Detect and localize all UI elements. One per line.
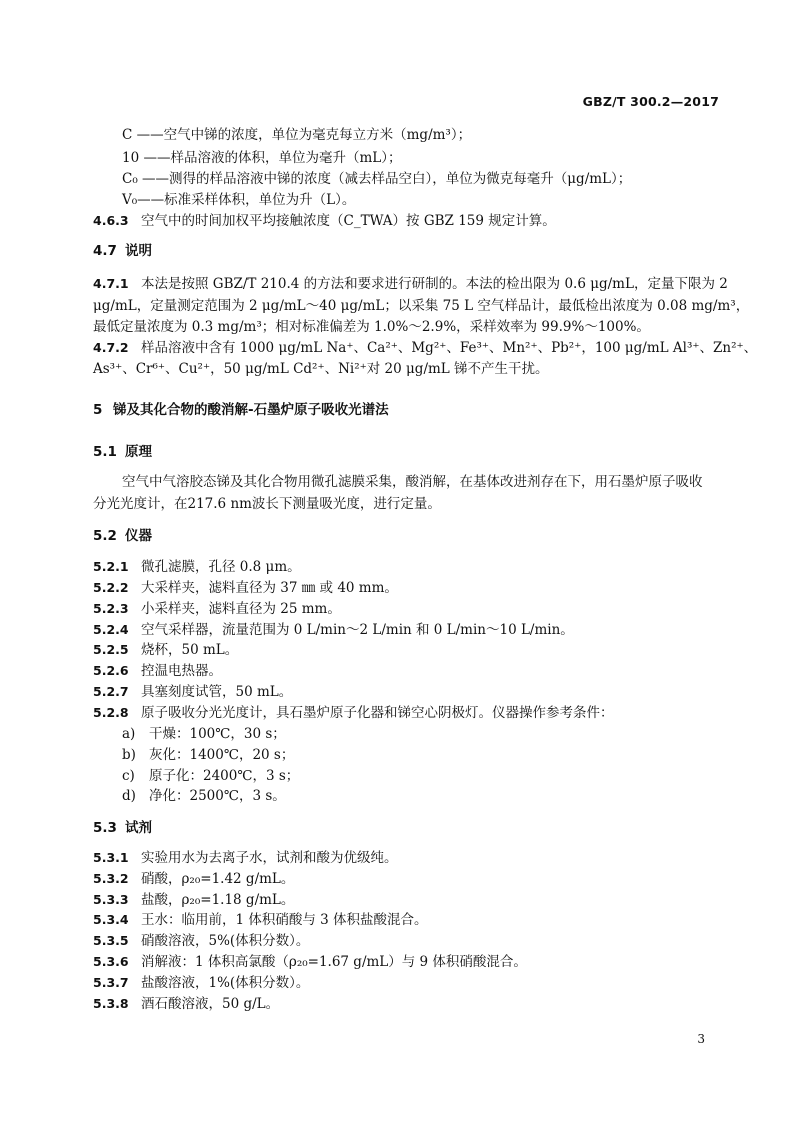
condition-label: b) xyxy=(122,747,136,763)
clause-number: 4.7.2 xyxy=(93,340,129,355)
clause-number: 5.2.5 xyxy=(93,642,129,657)
section-title: 说明 xyxy=(125,243,152,259)
clause-number: 5.2.6 xyxy=(93,663,129,678)
section-number: 5.1 xyxy=(93,444,117,460)
clause-text: 消解液：1 体积高氯酸（ρ₂₀=1.67 g/mL）与 9 体积硝酸混合。 xyxy=(141,954,527,970)
clause-5-3-5 xyxy=(93,931,309,951)
variable-10: 10 ——样品溶液的体积，单位为毫升（mL）； xyxy=(122,150,402,166)
clause-number: 5.2.7 xyxy=(93,684,129,699)
clause-text: 空气中的时间加权平均接触浓度（C_TWA）按 GBZ 159 规定计算。 xyxy=(141,213,556,229)
section-number: 5.3 xyxy=(93,820,117,836)
clause-4-7-1 xyxy=(93,274,728,294)
clause-number: 5.2.2 xyxy=(93,580,129,595)
variable-v0: V₀——标准采样体积，单位为升（L）。 xyxy=(122,192,356,208)
clause-text: 盐酸溶液，1%(体积分数）。 xyxy=(141,975,310,991)
clause-5-3-6 xyxy=(93,952,527,972)
condition-text: 干燥：100℃，30 s； xyxy=(149,726,286,742)
clause-number: 5.3.7 xyxy=(93,975,129,990)
variable-c: C ——空气中锑的浓度，单位为毫克每立方米（mg/m³）； xyxy=(122,127,472,143)
section-number: 4.7 xyxy=(93,243,117,259)
condition-item xyxy=(122,724,286,744)
condition-text: 灰化：1400℃，20 s； xyxy=(149,747,295,763)
clause-number: 5.2.3 xyxy=(93,601,129,616)
standard-code: GBZ/T 300.2—2017 xyxy=(582,94,719,109)
condition-item xyxy=(122,745,294,765)
clause-text: 大采样夹，滤料直径为 37 ㎜ 或 40 mm。 xyxy=(141,580,398,596)
condition-label: a) xyxy=(122,726,136,742)
clause-5-2-5 xyxy=(93,640,238,660)
condition-item xyxy=(122,766,299,786)
clause-5-2-6 xyxy=(93,661,222,681)
section-number: 5.2 xyxy=(93,528,117,544)
clause-5-2-1 xyxy=(93,557,301,577)
clause-number: 5.3.6 xyxy=(93,954,129,969)
condition-text: 净化：2500℃，3 s。 xyxy=(149,788,286,804)
clause-number: 5.3.1 xyxy=(93,850,129,865)
clause-5-3-4 xyxy=(93,910,428,930)
clause-text: 酒石酸溶液，50 g/L。 xyxy=(141,996,280,1012)
clause-4-7-1-line-3: 最低定量浓度为 0.3 mg/m³；相对标准偏差为 1.0%～2.9%，采样效率为 99.9%～100%。 xyxy=(93,319,650,335)
section-5-3-heading xyxy=(93,818,152,838)
clause-5-2-7 xyxy=(93,682,292,702)
section-title: 仪器 xyxy=(125,528,152,544)
chapter-number: 5 xyxy=(93,402,103,418)
clause-number: 5.3.8 xyxy=(93,996,129,1011)
variable-c0: C₀ ——测得的样品溶液中锑的浓度（减去样品空白），单位为微克每毫升（μg/mL）； xyxy=(122,171,632,187)
clause-text: 空气采样器，流量范围为 0 L/min～2 L/min 和 0 L/min～10 L/min。 xyxy=(141,622,574,638)
clause-number: 5.3.2 xyxy=(93,871,129,886)
condition-label: d) xyxy=(122,788,136,804)
clause-text: 盐酸，ρ₂₀=1.18 g/mL。 xyxy=(141,892,295,908)
clause-text: 实验用水为去离子水，试剂和酸为优级纯。 xyxy=(141,850,398,866)
clause-5-3-1 xyxy=(93,848,398,868)
clause-5-3-8 xyxy=(93,994,279,1014)
section-4-7-heading xyxy=(93,241,152,261)
clause-text: 具塞刻度试管，50 mL。 xyxy=(141,684,293,700)
clause-4-7-2 xyxy=(93,338,757,358)
clause-4-7-1-line-2: μg/mL，定量测定范围为 2 μg/mL～40 μg/mL；以采集 75 L 空气样品计，最低检出浓度为 0.08 mg/m³， xyxy=(93,298,750,314)
page-number: 3 xyxy=(697,1032,705,1046)
clause-text: 王水：临用前，1 体积硝酸与 3 体积盐酸混合。 xyxy=(141,912,428,928)
clause-5-3-2 xyxy=(93,869,294,889)
clause-text: 硝酸溶液，5%(体积分数）。 xyxy=(141,933,310,949)
clause-5-3-3 xyxy=(93,890,294,910)
principle-line-2: 分光光度计，在217.6 nm波长下测量吸光度，进行定量。 xyxy=(93,496,441,512)
clause-4-7-2-line-2: As³⁺、Cr⁶⁺、Cu²⁺，50 μg/mL Cd²⁺、Ni²⁺对 20 μg/mL 锑不产生干扰。 xyxy=(93,361,549,377)
principle-line-1: 空气中气溶胶态锑及其化合物用微孔滤膜采集，酸消解，在基体改进剂存在下，用石墨炉原子吸收 xyxy=(122,474,703,490)
section-5-1-heading xyxy=(93,442,152,462)
clause-text-line-1: 样品溶液中含有 1000 μg/mL Na⁺、Ca²⁺、Mg²⁺、Fe³⁺、Mn²⁺、Pb²⁺，100 μg/mL Al³⁺、Zn²⁺、 xyxy=(141,340,758,356)
clause-number: 5.3.5 xyxy=(93,933,129,948)
condition-label: c) xyxy=(122,768,135,784)
clause-text: 硝酸，ρ₂₀=1.42 g/mL。 xyxy=(141,871,295,887)
clause-number: 5.3.4 xyxy=(93,912,129,927)
clause-number: 5.3.3 xyxy=(93,892,129,907)
clause-number: 4.6.3 xyxy=(93,213,129,228)
clause-5-2-4 xyxy=(93,620,574,640)
chapter-title: 锑及其化合物的酸消解-石墨炉原子吸收光谱法 xyxy=(113,402,389,418)
clause-number: 5.2.8 xyxy=(93,705,129,720)
condition-text: 原子化：2400℃，3 s； xyxy=(149,768,300,784)
clause-5-3-7 xyxy=(93,973,309,993)
chapter-5-heading xyxy=(93,400,389,420)
clause-5-2-2 xyxy=(93,578,398,598)
clause-number: 4.7.1 xyxy=(93,276,129,291)
clause-number: 5.2.4 xyxy=(93,622,129,637)
clause-number: 5.2.1 xyxy=(93,559,129,574)
clause-text: 烧杯，50 mL。 xyxy=(141,642,239,658)
condition-item xyxy=(122,786,286,806)
clause-text: 控温电热器。 xyxy=(141,663,222,679)
clause-5-2-8 xyxy=(93,703,614,723)
clause-4-6-3 xyxy=(93,211,556,231)
section-5-2-heading xyxy=(93,526,152,546)
clause-text: 小采样夹，滤料直径为 25 mm。 xyxy=(141,601,341,617)
clause-text: 原子吸收分光光度计，具石墨炉原子化器和锑空心阴极灯。仪器操作参考条件： xyxy=(141,705,614,721)
clause-text-line-1: 本法是按照 GBZ/T 210.4 的方法和要求进行研制的。本法的检出限为 0.6 μg/mL，定量下限为 2 xyxy=(141,276,728,292)
clause-text: 微孔滤膜，孔径 0.8 μm。 xyxy=(141,559,301,575)
section-title: 试剂 xyxy=(125,820,152,836)
section-title: 原理 xyxy=(125,444,152,460)
clause-5-2-3 xyxy=(93,599,341,619)
